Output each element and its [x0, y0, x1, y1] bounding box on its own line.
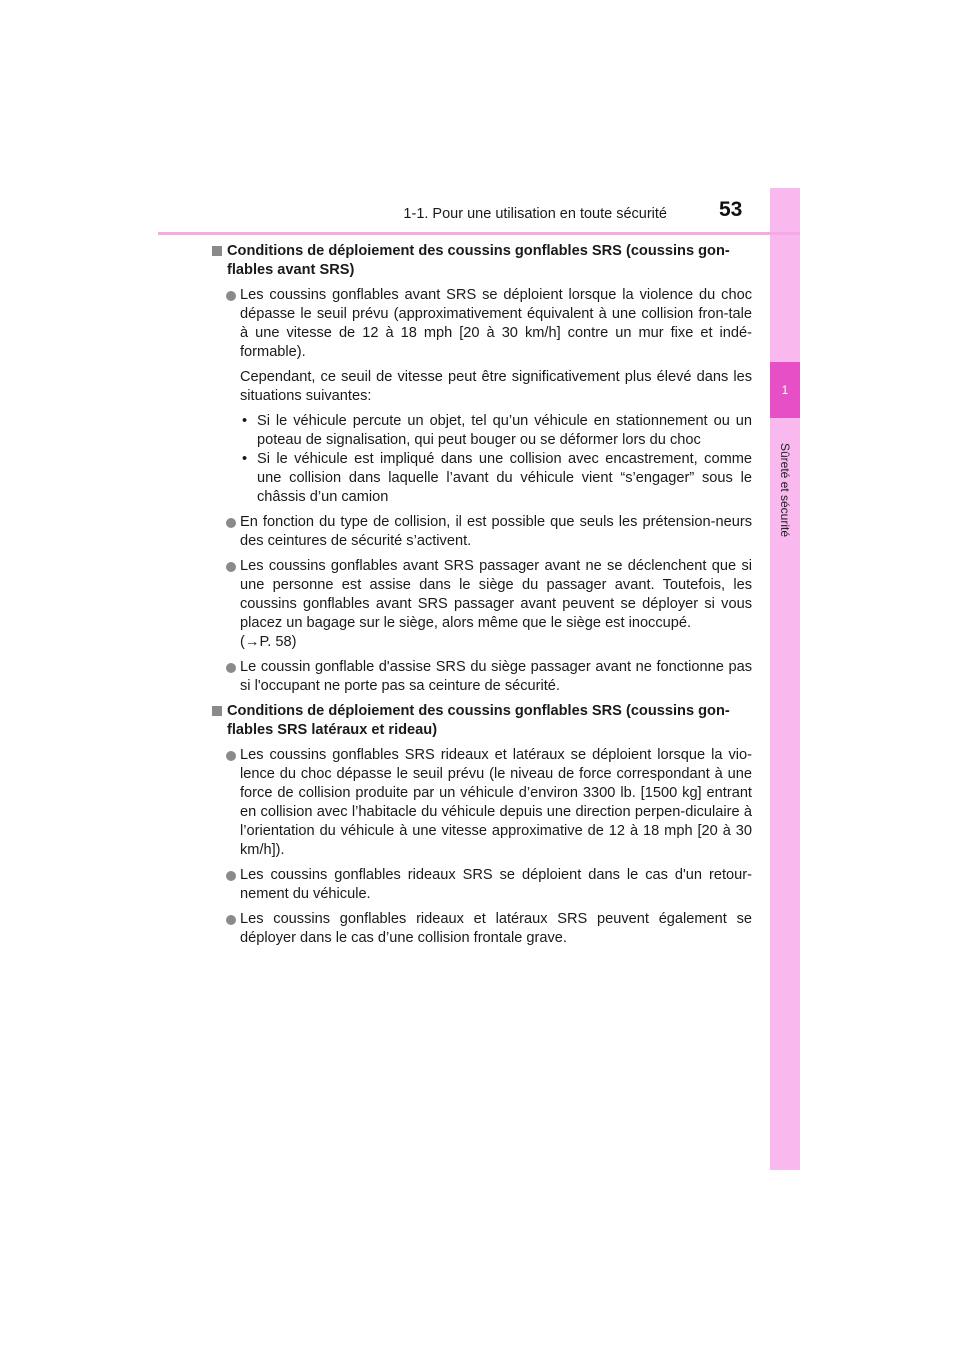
circle-bullet-icon — [226, 871, 236, 881]
page-number: 53 — [719, 198, 743, 221]
bullet-text: Les coussins gonflables SRS rideaux et latéraux se déploient lorsque la vio-lence du choc dépasse le seuil prévu (le niveau de force correspondant à une force de collision produite par un véhicule d’environ 3300 lb. [1500 kg] entrant en collision avec l’habitacle du véhicule depuis une direction perpen-diculaire à l’orientation du véhicule à une vitesse approximative de 12 à 18 mph [20 à 30 km/h]). — [240, 747, 752, 858]
circle-bullet-icon — [226, 663, 236, 673]
page-reference-link[interactable]: (→P. 58) — [240, 634, 297, 650]
circle-bullet-icon — [226, 291, 236, 301]
bullet-text: Les coussins gonflables avant SRS passager avant ne se déclenchent que si une personne est assise dans le siège du passager avant. Toutefois, les coussins gonflables avant SRS passager avant peuvent se déployer si vous placez un bagage sur le siège, alors même que le siège est inoccupé. — [240, 558, 752, 631]
heading-text: Conditions de déploiement des coussins gonflables SRS (coussins gon-flables avant SRS) — [227, 243, 730, 278]
square-bullet-icon — [212, 246, 222, 256]
bullet-item — [212, 910, 752, 948]
chapter-label: Sûreté et sécurité — [778, 442, 792, 538]
square-bullet-icon — [212, 706, 222, 716]
bullet-item — [212, 286, 752, 362]
sub-item-text: Si le véhicule est impliqué dans une collision avec encastrement, comme une collision dans laquelle l’avant du véhicule vient “s’engager” sous le châssis d’un camion — [257, 451, 752, 505]
bullet-text: Les coussins gonflables avant SRS se déploient lorsque la violence du choc dépasse le seuil prévu (approximativement équivalent à une collision fron-tale à une vitesse de 12 à 18 mph [20 à 30 km/h] contre un mur fixe et indé-formable). — [240, 287, 752, 360]
paragraph: Cependant, ce seuil de vitesse peut être significativement plus élevé dans les situations suivantes: — [240, 369, 752, 404]
sub-list-item — [212, 412, 752, 450]
bullet-item — [212, 513, 752, 551]
bullet-text: Le coussin gonflable d'assise SRS du siège passager avant ne fonctionne pas si l'occupant ne porte pas sa ceinture de sécurité. — [240, 659, 752, 694]
bullet-item — [212, 866, 752, 904]
bullet-item — [212, 746, 752, 860]
bullet-item — [212, 557, 752, 652]
dot-marker-icon: • — [242, 413, 248, 429]
sub-list-item — [212, 450, 752, 507]
page-content — [212, 242, 752, 954]
side-tab — [770, 188, 800, 1170]
header-rule — [158, 232, 800, 235]
heading-text: Conditions de déploiement des coussins gonflables SRS (coussins gon-flables SRS latéraux et rideau) — [227, 703, 730, 738]
chapter-number-badge: 1 — [770, 362, 800, 418]
section-heading — [212, 242, 752, 280]
sub-item-text: Si le véhicule percute un objet, tel qu’un véhicule en stationnement ou un poteau de signalisation, qui peut bouger ou se déformer lors du choc — [257, 413, 752, 448]
sub-list — [212, 412, 752, 507]
bullet-text: Les coussins gonflables rideaux SRS se déploient dans le cas d'un retour-nement du véhicule. — [240, 867, 752, 902]
header-section-title: 1-1. Pour une utilisation en toute sécurité — [403, 206, 667, 222]
dot-marker-icon: • — [242, 451, 248, 467]
bullet-item — [212, 658, 752, 696]
circle-bullet-icon — [226, 562, 236, 572]
circle-bullet-icon — [226, 915, 236, 925]
bullet-text: Les coussins gonflables rideaux et latéraux SRS peuvent également se déployer dans le cas d’une collision frontale grave. — [240, 911, 752, 946]
section-heading — [212, 702, 752, 740]
circle-bullet-icon — [226, 751, 236, 761]
circle-bullet-icon — [226, 518, 236, 528]
bullet-text: En fonction du type de collision, il est possible que seuls les prétension-neurs des ceintures de sécurité s’activent. — [240, 514, 752, 549]
